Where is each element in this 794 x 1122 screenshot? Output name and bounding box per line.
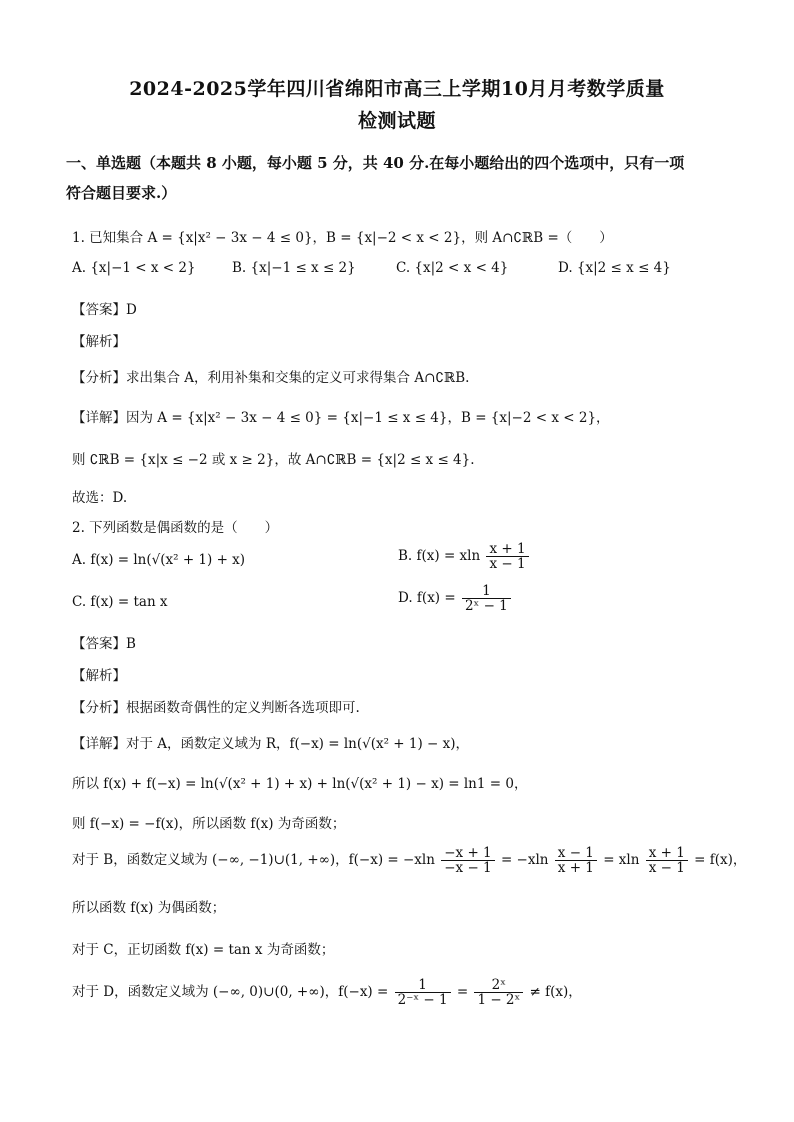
q1-detail-line2: 则 ∁ℝB = {x|x ≤ −2 或 x ≥ 2}，故 A∩∁ℝB = {x|2 ≤ x ≤ 4}. [72, 452, 475, 468]
q2-detail-a1: 【详解】对于 A，函数定义域为 R，f(−x) = ln(√(x² + 1) − x)， [72, 736, 470, 752]
q2-detail-b2: 所以函数 f(x) 为偶函数； [72, 900, 226, 916]
q2-option-b [398, 542, 531, 571]
fraction-numerator: 2ˣ [474, 978, 523, 993]
q1-conclusion: 故选：D. [72, 490, 128, 506]
detail-d-mid: = [456, 984, 469, 1000]
q1-option-b: B. {x|−1 ≤ x ≤ 2} [232, 260, 356, 276]
q1-option-c: C. {x|2 < x < 4} [396, 260, 509, 276]
fraction-denominator: 2ˣ − 1 [464, 598, 508, 614]
detail-b-prefix: 对于 B，函数定义域为 (−∞, −1)∪(1, +∞)，f(−x) = −xln [72, 852, 435, 868]
q2-detail-b1 [72, 845, 747, 876]
fraction-numerator: −x + 1 [441, 846, 494, 861]
detail-b-mid-2: = xln [603, 852, 640, 868]
q1-detail-line1: 【详解】因为 A = {x|x² − 3x − 4 ≤ 0} = {x|−1 ≤ x ≤ 4}，B = {x|−2 < x < 2}， [72, 410, 610, 426]
fraction-denominator: −x − 1 [444, 860, 492, 876]
detail-b-mid-1: = −xln [500, 852, 549, 868]
q2-option-d-fraction [462, 584, 511, 613]
fraction-numerator: x − 1 [555, 846, 597, 861]
fraction-numerator: x + 1 [646, 846, 688, 861]
paper-title-line1: 2024-2025学年四川省绵阳市高三上学期10月月考数学质量 [129, 78, 665, 100]
fraction-denominator: 1 − 2ˣ [477, 992, 521, 1008]
q1-answer: 【答案】D [72, 302, 137, 318]
q2-analysis-label: 【解析】 [72, 668, 126, 684]
q2-option-c: C. f(x) = tan x [72, 594, 168, 610]
paper-title-line2: 检测试题 [357, 110, 436, 132]
fraction-denominator: x + 1 [557, 860, 594, 876]
q2-option-d-prefix: D. f(x) = [398, 590, 456, 606]
q2-detail-a2: 所以 f(x) + f(−x) = ln(√(x² + 1) + x) + ln(√(x² + 1) − x) = ln1 = 0， [72, 776, 528, 792]
fraction-numerator: 1 [462, 584, 511, 599]
q2-fenxi: 【分析】根据函数奇偶性的定义判断各选项即可. [72, 700, 360, 716]
detail-b-fraction-2 [555, 846, 597, 875]
q1-option-a: A. {x|−1 < x < 2} [72, 260, 196, 276]
detail-b-fraction-3 [646, 846, 688, 875]
detail-d-fraction-1 [395, 978, 451, 1007]
fraction-denominator: 2⁻ˣ − 1 [397, 992, 448, 1008]
q1-fenxi: 【分析】求出集合 A，利用补集和交集的定义可求得集合 A∩∁ℝB. [72, 370, 470, 386]
q1-analysis-label: 【解析】 [72, 334, 126, 350]
q2-detail-c: 对于 C，正切函数 f(x) = tan x 为奇函数； [72, 942, 335, 958]
q1-option-d: D. {x|2 ≤ x ≤ 4} [558, 260, 671, 276]
detail-d-prefix: 对于 D，函数定义域为 (−∞, 0)∪(0, +∞)，f(−x) = [72, 984, 389, 1000]
q2-detail-d [72, 978, 732, 1007]
fraction-denominator: x − 1 [489, 556, 526, 572]
q1-stem: 1. 已知集合 A = {x|x² − 3x − 4 ≤ 0}，B = {x|−2 < x < 2}，则 A∩∁ℝB =（ ） [72, 230, 613, 246]
q2-answer: 【答案】B [72, 636, 136, 652]
detail-d-fraction-2 [474, 978, 523, 1007]
q2-detail-a3: 则 f(−x) = −f(x)，所以函数 f(x) 为奇函数； [72, 816, 346, 832]
q2-option-b-prefix: B. f(x) = xln [398, 548, 481, 564]
q2-option-a: A. f(x) = ln(√(x² + 1) + x) [72, 552, 246, 568]
detail-b-end: = f(x)， [694, 852, 747, 868]
q2-stem: 2. 下列函数是偶函数的是（ ） [72, 520, 279, 536]
fraction-denominator: x − 1 [648, 860, 685, 876]
q2-option-d [398, 584, 513, 613]
section-heading-line1: 一、单选题（本题共 8 小题，每小题 5 分，共 40 分.在每小题给出的四个选项中，只有一项 [66, 154, 685, 172]
detail-d-end: ≠ f(x)， [529, 984, 582, 1000]
q2-option-b-fraction [486, 542, 528, 571]
fraction-numerator: x + 1 [486, 542, 528, 557]
fraction-numerator: 1 [395, 978, 451, 993]
section-heading-line2: 符合题目要求.） [66, 184, 177, 202]
detail-b-fraction-1 [441, 846, 494, 875]
